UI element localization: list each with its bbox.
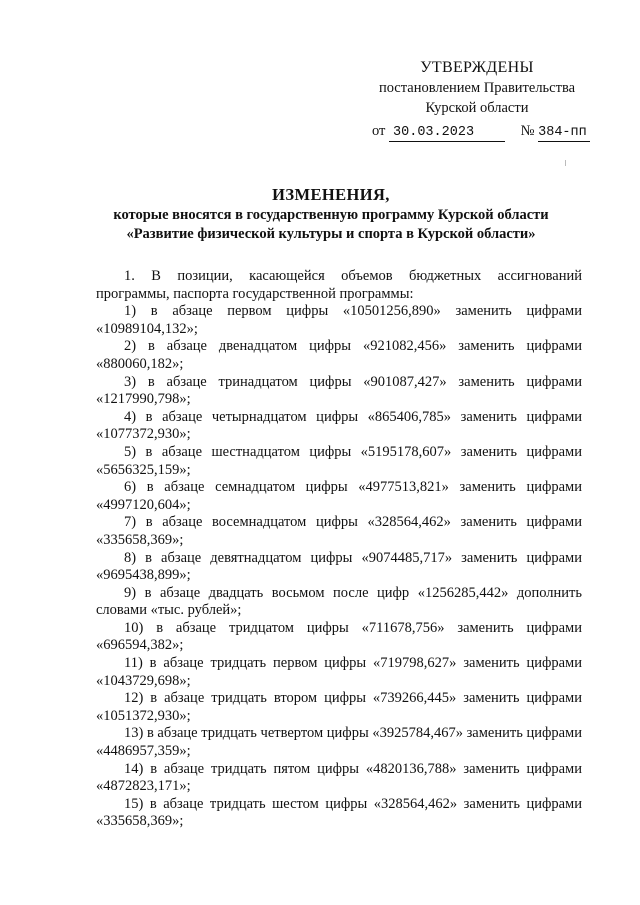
list-item: 7) в абзаце восемнадцатом цифры «328564,462» заменить цифрами «335658,369»; xyxy=(96,514,582,548)
list-item: 15) в абзаце тридцать шестом цифры «328564,462» заменить цифрами «335658,369»; xyxy=(96,795,582,830)
scan-mark xyxy=(565,160,566,166)
list-item: 9) в абзаце двадцать восьмом после цифр «1256285,442» дополнить словами «тыс. рублей»; xyxy=(96,584,582,619)
document-heading xyxy=(80,184,582,244)
date-prefix: от xyxy=(372,123,386,139)
approval-date: 30.03.2023 xyxy=(389,125,505,142)
list-item: 1) в абзаце первом цифры «10501256,890» заменить цифрами «10989104,132»; xyxy=(96,303,582,337)
number-prefix: № xyxy=(520,123,535,139)
list-item: 2) в абзаце двенадцатом цифры «921082,456» заменить цифрами «880060,182»; xyxy=(96,338,582,372)
list-item: 12) в абзаце тридцать втором цифры «739266,445» заменить цифрами «1051372,930»; xyxy=(96,690,582,724)
list-item: 11) в абзаце тридцать первом цифры «719798,627» заменить цифрами «1043729,698»; xyxy=(96,655,582,689)
list-item: 14) в абзаце тридцать пятом цифры «4820136,788» заменить цифрами «4872823,171»; xyxy=(96,760,582,795)
list-item: 13) в абзаце тридцать четвертом цифры «3925784,467» заменить цифрами «4486957,359»; xyxy=(96,725,582,760)
approval-number: 384-пп xyxy=(538,125,590,142)
document-subtitle-line2: «Развитие физической культуры и спорта в Курской области» xyxy=(126,226,536,242)
list-item: 5) в абзаце шестнадцатом цифры «5195178,607» заменить цифрами «5656325,159»; xyxy=(96,443,582,478)
list-item: 6) в абзаце семнадцатом цифры «4977513,821» заменить цифрами «4997120,604»; xyxy=(96,479,582,513)
intro-paragraph: 1. В позиции, касающейся объемов бюджетных ассигнований программы, паспорта государственной программы: xyxy=(96,268,582,302)
approval-stamp xyxy=(372,58,587,142)
list-item: 10) в абзаце тридцатом цифры «711678,756» заменить цифрами «696594,382»; xyxy=(96,619,582,654)
document-title: ИЗМЕНЕНИЯ, xyxy=(272,185,390,204)
approval-issuer: постановлением Правительства xyxy=(378,80,576,96)
list-item: 8) в абзаце девятнадцатом цифры «9074485,717» заменить цифрами «9695438,899»; xyxy=(96,549,582,584)
document-body xyxy=(96,268,582,831)
approval-title: УТВЕРЖДЕНЫ xyxy=(420,59,534,76)
document-subtitle-line1: которые вносятся в государственную программу Курской области xyxy=(113,207,549,223)
list-item: 4) в абзаце четырнадцатом цифры «865406,785» заменить цифрами «1077372,930»; xyxy=(96,408,582,443)
approval-region: Курской области xyxy=(425,100,529,116)
list-item: 3) в абзаце тринадцатом цифры «901087,427» заменить цифрами «1217990,798»; xyxy=(96,373,582,408)
approval-date-row xyxy=(372,121,587,142)
